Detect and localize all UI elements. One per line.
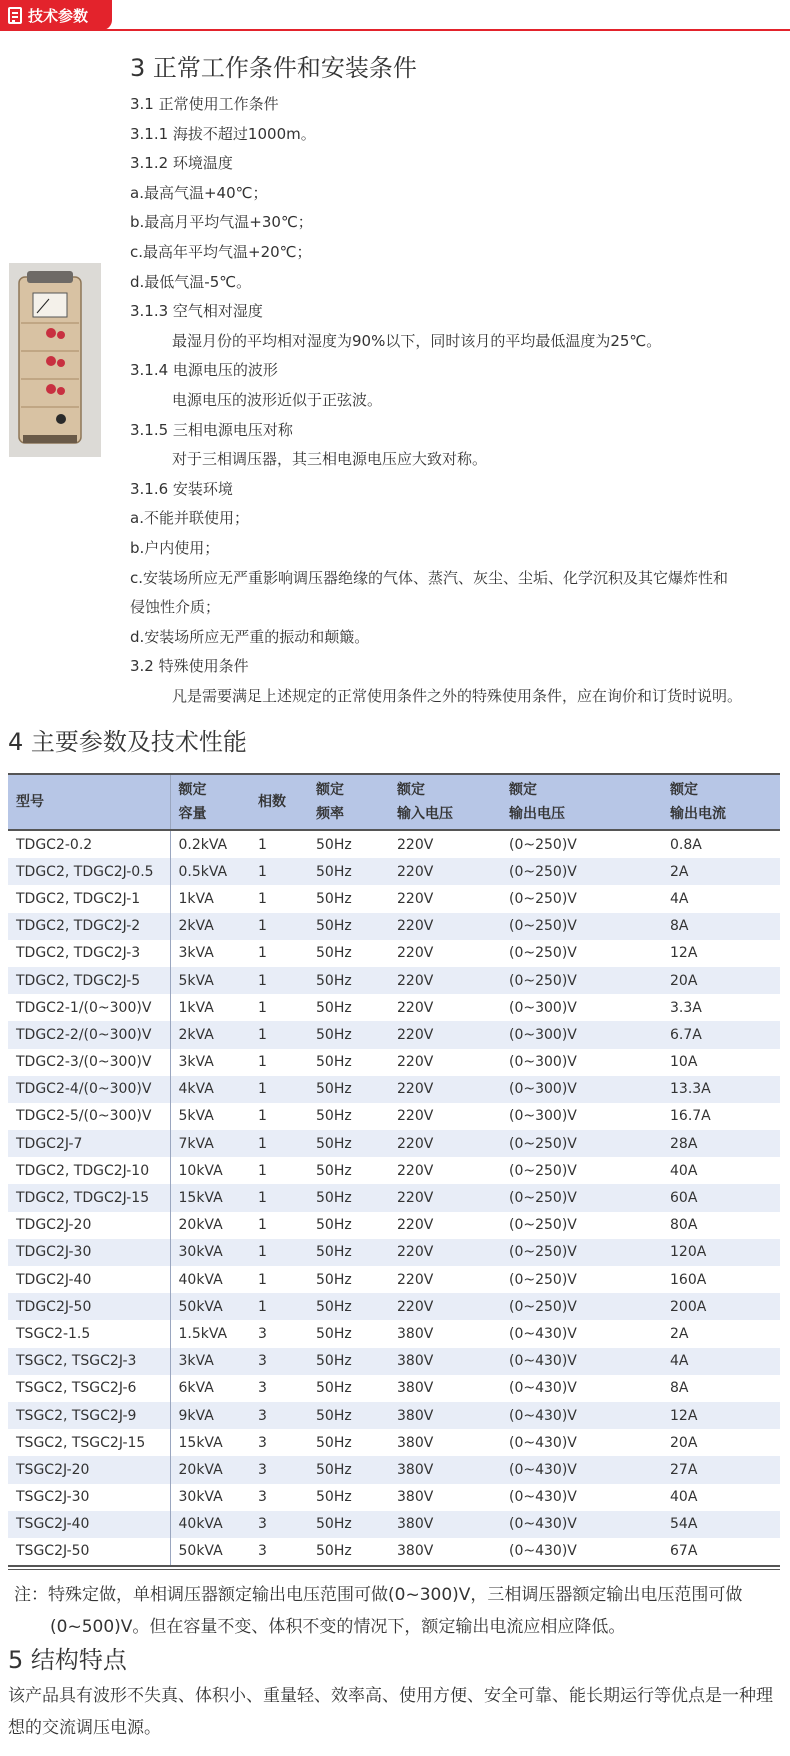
section3-line: b.户内使用； — [130, 538, 220, 557]
table-cell: TDGC2, TDGC2J-15 — [8, 1184, 170, 1211]
table-cell: 20A — [670, 972, 698, 989]
table-header-row — [8, 775, 780, 830]
table-cell: 50Hz — [316, 1054, 352, 1071]
table-bottom-rule-thin — [8, 1569, 780, 1570]
table-cell: (0~250)V — [509, 1135, 577, 1152]
table-cell: 120A — [670, 1244, 707, 1261]
table-cell: 1 — [258, 863, 267, 880]
table-cell: 6.7A — [670, 1026, 702, 1043]
table-cell: 1 — [258, 972, 267, 989]
table-cell: 1 — [258, 836, 267, 853]
table-cell: 50Hz — [316, 1108, 352, 1125]
table-cell: 9kVA — [178, 1407, 214, 1424]
table-cell: 380V — [397, 1516, 434, 1533]
section4-title: 4 主要参数及技术性能 — [8, 728, 247, 756]
table-cell: 3.3A — [670, 999, 702, 1016]
table-row — [8, 994, 780, 1021]
table-row — [8, 1511, 780, 1538]
column-header-text: 额定 — [670, 782, 698, 798]
column-header — [389, 775, 501, 830]
table-cell: 220V — [397, 1190, 434, 1207]
column-header-text: 输出电流 — [670, 806, 726, 822]
table-row — [8, 1212, 780, 1239]
table-cell: 50Hz — [316, 1543, 352, 1560]
table-cell: 7kVA — [178, 1135, 214, 1152]
section3-line: b.最高月平均气温+30℃； — [130, 213, 313, 232]
table-cell: 4A — [670, 890, 689, 907]
table-row — [8, 1049, 780, 1076]
table-row — [8, 830, 780, 858]
table-cell: 220V — [397, 1162, 434, 1179]
table-cell: 220V — [397, 863, 434, 880]
table-cell: 16.7A — [670, 1108, 711, 1125]
section3-line: 电源电压的波形近似于正弦波。 — [172, 390, 383, 409]
table-cell: (0~250)V — [509, 945, 577, 962]
table-cell: 2A — [670, 1325, 689, 1342]
table-cell: (0~250)V — [509, 1244, 577, 1261]
table-cell: 50Hz — [316, 836, 352, 853]
table-cell: (0~300)V — [509, 999, 577, 1016]
table-cell: 80A — [670, 1217, 698, 1234]
table-cell: 3 — [258, 1434, 267, 1451]
section3-line: 对于三相调压器，其三相电源电压应大致对称。 — [172, 450, 488, 469]
table-cell: 50kVA — [178, 1298, 223, 1315]
table-cell: 5kVA — [178, 1108, 214, 1125]
table-cell: 220V — [397, 1217, 434, 1234]
table-cell: 13.3A — [670, 1081, 711, 1098]
table-cell: (0~430)V — [509, 1543, 577, 1560]
table-cell: 50Hz — [316, 972, 352, 989]
section3-body — [130, 90, 780, 711]
table-row — [8, 967, 780, 994]
table-cell: TDGC2-0.2 — [8, 830, 170, 858]
table-cell: 220V — [397, 1081, 434, 1098]
table-row — [8, 1348, 780, 1375]
table-row — [8, 1021, 780, 1048]
table-cell: 4A — [670, 1353, 689, 1370]
table-cell: (0~430)V — [509, 1516, 577, 1533]
table-cell: 220V — [397, 1026, 434, 1043]
table-cell: TDGC2-5/(0~300)V — [8, 1103, 170, 1130]
column-header — [8, 775, 170, 830]
table-cell: 50Hz — [316, 945, 352, 962]
table-cell: TSGC2J-30 — [8, 1484, 170, 1511]
table-cell: 50Hz — [316, 863, 352, 880]
table-cell: 50Hz — [316, 1244, 352, 1261]
table-cell: 50Hz — [316, 1407, 352, 1424]
table-row — [8, 1239, 780, 1266]
header-divider — [0, 29, 790, 31]
table-cell: 50Hz — [316, 918, 352, 935]
table-cell: 220V — [397, 1135, 434, 1152]
table-row — [8, 1103, 780, 1130]
table-cell: 3 — [258, 1543, 267, 1560]
table-cell: (0~250)V — [509, 836, 577, 853]
table-cell: 20A — [670, 1434, 698, 1451]
table-row — [8, 858, 780, 885]
table-row — [8, 1456, 780, 1483]
section3-line: c.安装场所应无严重影响调压器绝缘的气体、蒸汽、灰尘、尘垢、化学沉积及其它爆炸性和 — [130, 568, 729, 587]
table-cell: 40A — [670, 1162, 698, 1179]
table-cell: 1 — [258, 1271, 267, 1288]
table-cell: TDGC2, TDGC2J-3 — [8, 940, 170, 967]
column-header-text: 频率 — [316, 806, 344, 822]
table-cell: 50Hz — [316, 1271, 352, 1288]
table-cell: TDGC2-1/(0~300)V — [8, 994, 170, 1021]
table-cell: 3 — [258, 1353, 267, 1370]
table-cell: 50Hz — [316, 1434, 352, 1451]
table-cell: 2kVA — [178, 918, 214, 935]
table-cell: 50Hz — [316, 1461, 352, 1478]
table-cell: 1 — [258, 1244, 267, 1261]
table-cell: (0~250)V — [509, 1190, 577, 1207]
table-cell: 50Hz — [316, 1353, 352, 1370]
table-cell: 2kVA — [178, 1026, 214, 1043]
section3-line: 凡是需要满足上述规定的正常使用条件之外的特殊使用条件，应在询价和订货时说明。 — [172, 686, 743, 705]
table-cell: 1 — [258, 1026, 267, 1043]
document-icon — [8, 7, 22, 24]
table-cell: 220V — [397, 890, 434, 907]
section3-line: 最湿月份的平均相对湿度为90%以下，同时该月的平均最低温度为25℃。 — [172, 331, 662, 350]
column-header — [308, 775, 389, 830]
table-cell: 67A — [670, 1543, 698, 1560]
table-cell: 60A — [670, 1190, 698, 1207]
table-cell: 380V — [397, 1407, 434, 1424]
table-cell: 15kVA — [178, 1434, 223, 1451]
table-cell: 160A — [670, 1271, 707, 1288]
section3-line: a.不能并联使用； — [130, 509, 249, 528]
section3-line: 3.1 正常使用工作条件 — [130, 95, 279, 113]
column-header-text: 输入电压 — [397, 806, 453, 822]
table-cell: 220V — [397, 918, 434, 935]
table-cell: TSGC2, TSGC2J-15 — [8, 1429, 170, 1456]
table-cell: 50Hz — [316, 1489, 352, 1506]
table-cell: (0~250)V — [509, 863, 577, 880]
section3-line: a.最高气温+40℃； — [130, 183, 268, 202]
table-cell: 220V — [397, 1298, 434, 1315]
section3-line: 侵蚀性介质； — [130, 598, 221, 617]
table-row — [8, 913, 780, 940]
column-header-text: 额定 — [397, 782, 425, 798]
table-cell: 1kVA — [178, 999, 214, 1016]
table-row — [8, 1429, 780, 1456]
table-cell: 1kVA — [178, 890, 214, 907]
table-cell: 380V — [397, 1325, 434, 1342]
section3-line: 3.1.3 空气相对湿度 — [130, 302, 263, 321]
column-header — [170, 775, 250, 830]
table-cell: 20kVA — [178, 1461, 223, 1478]
table-cell: 380V — [397, 1461, 434, 1478]
column-header-text: 额定 — [178, 782, 207, 798]
table-cell: TDGC2-4/(0~300)V — [8, 1076, 170, 1103]
table-cell: 0.2kVA — [178, 836, 228, 853]
table-row — [8, 1184, 780, 1211]
section3-line: 3.2 特殊使用条件 — [130, 657, 249, 676]
table-cell: 28A — [670, 1135, 698, 1152]
table-cell: 2A — [670, 863, 689, 880]
table-cell: 50Hz — [316, 1325, 352, 1342]
table-cell: 50Hz — [316, 1135, 352, 1152]
section3-line: 3.1.6 安装环境 — [130, 479, 233, 498]
table-cell: 1 — [258, 890, 267, 907]
column-header — [662, 775, 780, 830]
table-cell: (0~250)V — [509, 1162, 577, 1179]
table-cell: 1 — [258, 1162, 267, 1179]
table-cell: 50Hz — [316, 1190, 352, 1207]
table-cell: 3 — [258, 1461, 267, 1478]
table-cell: 50kVA — [178, 1543, 223, 1560]
column-header-text: 容量 — [178, 806, 207, 822]
table-cell: 200A — [670, 1298, 707, 1315]
column-header — [501, 775, 662, 830]
table-cell: TDGC2, TDGC2J-10 — [8, 1157, 170, 1184]
table-cell: 50Hz — [316, 1081, 352, 1098]
section5-body: 该产品具有波形不失真、体积小、重量轻、效率高、使用方便、安全可靠、能长期运行等优点是一种理想的交流调压电源。 — [8, 1686, 773, 1738]
table-row — [8, 1076, 780, 1103]
table-cell: (0~430)V — [509, 1434, 577, 1451]
table-cell: 1 — [258, 1190, 267, 1207]
section-tag-label: 技术参数 — [28, 6, 89, 25]
section3-line: 3.1.1 海拔不超过1000m。 — [130, 124, 316, 143]
table-cell: 0.8A — [670, 836, 702, 853]
table-cell: 220V — [397, 1271, 434, 1288]
table-cell: 50Hz — [316, 1162, 352, 1179]
table-cell: (0~250)V — [509, 890, 577, 907]
section3-line: 3.1.5 三相电源电压对称 — [130, 420, 293, 439]
table-cell: TDGC2, TDGC2J-5 — [8, 967, 170, 994]
table-cell: 220V — [397, 972, 434, 989]
table-cell: 8A — [670, 918, 689, 935]
table-cell: TDGC2J-20 — [8, 1212, 170, 1239]
table-cell: 1 — [258, 1054, 267, 1071]
column-header-text: 输出电压 — [509, 806, 565, 822]
table-cell: 1 — [258, 918, 267, 935]
table-cell: 0.5kVA — [178, 863, 228, 880]
table-cell: 3kVA — [178, 945, 214, 962]
table-cell: (0~430)V — [509, 1407, 577, 1424]
table-cell: 380V — [397, 1380, 434, 1397]
table-cell: 50Hz — [316, 1380, 352, 1397]
table-cell: 10A — [670, 1054, 698, 1071]
table-cell: 50Hz — [316, 999, 352, 1016]
table-cell: 3 — [258, 1407, 267, 1424]
table-cell: TDGC2J-7 — [8, 1130, 170, 1157]
table-cell: TSGC2, TSGC2J-3 — [8, 1348, 170, 1375]
table-row — [8, 1402, 780, 1429]
table-cell: TSGC2-1.5 — [8, 1320, 170, 1347]
table-cell: 8A — [670, 1380, 689, 1397]
table-cell: (0~300)V — [509, 1026, 577, 1043]
table-cell: (0~300)V — [509, 1108, 577, 1125]
table-cell: 30kVA — [178, 1244, 223, 1261]
table-cell: 3 — [258, 1516, 267, 1533]
column-header-text: 额定 — [509, 782, 537, 798]
table-cell: TSGC2J-20 — [8, 1456, 170, 1483]
table-cell: 1 — [258, 1081, 267, 1098]
column-header-text: 型号 — [16, 794, 44, 810]
table-cell: 3 — [258, 1380, 267, 1397]
table-cell: TDGC2J-40 — [8, 1266, 170, 1293]
table-cell: 50Hz — [316, 1298, 352, 1315]
table-row — [8, 1320, 780, 1347]
table-cell: 40A — [670, 1489, 698, 1506]
table-cell: 220V — [397, 1244, 434, 1261]
table-row — [8, 1484, 780, 1511]
table-row — [8, 1538, 780, 1565]
table-cell: 220V — [397, 1108, 434, 1125]
section5-title: 5 结构特点 — [8, 1646, 127, 1674]
section-tag — [0, 0, 112, 30]
table-cell: 40kVA — [178, 1271, 223, 1288]
table-cell: (0~250)V — [509, 918, 577, 935]
table-cell: 220V — [397, 836, 434, 853]
table-cell: 380V — [397, 1543, 434, 1560]
table-cell: 1.5kVA — [178, 1325, 228, 1342]
column-header — [250, 775, 308, 830]
table-cell: 5kVA — [178, 972, 214, 989]
table-cell: 1 — [258, 945, 267, 962]
table-cell: 380V — [397, 1353, 434, 1370]
table-cell: TDGC2, TDGC2J-1 — [8, 885, 170, 912]
table-cell: 220V — [397, 945, 434, 962]
section3-title: 3 正常工作条件和安装条件 — [130, 54, 417, 82]
note-line-1: 注：特殊定做，单相调压器额定输出电压范围可做(0~300)V，三相调压器额定输出电压范围可做 — [14, 1585, 743, 1605]
table-cell: 220V — [397, 1054, 434, 1071]
table-cell: TDGC2-3/(0~300)V — [8, 1049, 170, 1076]
table-cell: 380V — [397, 1489, 434, 1506]
table-cell: (0~250)V — [509, 972, 577, 989]
section3-line: d.安装场所应无严重的振动和颠簸。 — [130, 627, 370, 646]
section3-line: 3.1.2 环境温度 — [130, 154, 233, 173]
table-cell: (0~430)V — [509, 1461, 577, 1478]
voltage-regulator-photo — [9, 263, 101, 457]
spec-table-wrap — [8, 773, 780, 1570]
table-cell: 30kVA — [178, 1489, 223, 1506]
table-cell: TSGC2, TSGC2J-9 — [8, 1402, 170, 1429]
table-cell: TDGC2, TDGC2J-0.5 — [8, 858, 170, 885]
table-cell: 50Hz — [316, 1516, 352, 1533]
table-cell: 50Hz — [316, 1217, 352, 1234]
table-row — [8, 885, 780, 912]
table-cell: 27A — [670, 1461, 698, 1478]
section3-line: c.最高年平均气温+20℃； — [130, 242, 312, 261]
table-cell: 1 — [258, 1298, 267, 1315]
table-cell: 40kVA — [178, 1516, 223, 1533]
table-cell: TSGC2J-50 — [8, 1538, 170, 1565]
table-cell: (0~300)V — [509, 1054, 577, 1071]
table-cell: 50Hz — [316, 1026, 352, 1043]
table-cell: (0~430)V — [509, 1489, 577, 1506]
spec-table — [8, 775, 780, 1565]
table-cell: (0~430)V — [509, 1380, 577, 1397]
table-cell: 1 — [258, 999, 267, 1016]
table-cell: 15kVA — [178, 1190, 223, 1207]
table-cell: 10kVA — [178, 1162, 223, 1179]
table-row — [8, 1266, 780, 1293]
table-cell: 3kVA — [178, 1054, 214, 1071]
table-row — [8, 1157, 780, 1184]
section3-line: 3.1.4 电源电压的波形 — [130, 361, 278, 380]
table-cell: 1 — [258, 1217, 267, 1234]
table-cell: 3 — [258, 1325, 267, 1342]
table-row — [8, 1293, 780, 1320]
table-cell: (0~250)V — [509, 1217, 577, 1234]
column-header-text: 额定 — [316, 782, 344, 798]
table-bottom-rule — [8, 1565, 780, 1567]
table-cell: (0~300)V — [509, 1081, 577, 1098]
section3-line: d.最低气温-5℃。 — [130, 272, 252, 291]
table-cell: 6kVA — [178, 1380, 214, 1397]
note-line-2: (0~500)V。但在容量不变、体积不变的情况下，额定输出电流应相应降低。 — [50, 1617, 626, 1637]
table-cell: TSGC2, TSGC2J-6 — [8, 1375, 170, 1402]
table-cell: TDGC2, TDGC2J-2 — [8, 913, 170, 940]
table-cell: 20kVA — [178, 1217, 223, 1234]
table-row — [8, 1375, 780, 1402]
table-note — [14, 1579, 784, 1643]
table-row — [8, 940, 780, 967]
table-cell: (0~430)V — [509, 1325, 577, 1342]
table-cell: TSGC2J-40 — [8, 1511, 170, 1538]
table-cell: 50Hz — [316, 890, 352, 907]
table-cell: 1 — [258, 1135, 267, 1152]
table-row — [8, 1130, 780, 1157]
table-cell: (0~430)V — [509, 1353, 577, 1370]
table-cell: TDGC2J-30 — [8, 1239, 170, 1266]
table-cell: 220V — [397, 999, 434, 1016]
table-cell: (0~250)V — [509, 1271, 577, 1288]
table-cell: 1 — [258, 1108, 267, 1125]
table-cell: 380V — [397, 1434, 434, 1451]
table-cell: (0~250)V — [509, 1298, 577, 1315]
table-cell: 3kVA — [178, 1353, 214, 1370]
table-cell: 12A — [670, 945, 698, 962]
table-cell: TDGC2-2/(0~300)V — [8, 1021, 170, 1048]
column-header-text: 相数 — [258, 794, 286, 810]
table-cell: TDGC2J-50 — [8, 1293, 170, 1320]
table-cell: 12A — [670, 1407, 698, 1424]
table-cell: 54A — [670, 1516, 698, 1533]
table-cell: 3 — [258, 1489, 267, 1506]
table-cell: 4kVA — [178, 1081, 214, 1098]
